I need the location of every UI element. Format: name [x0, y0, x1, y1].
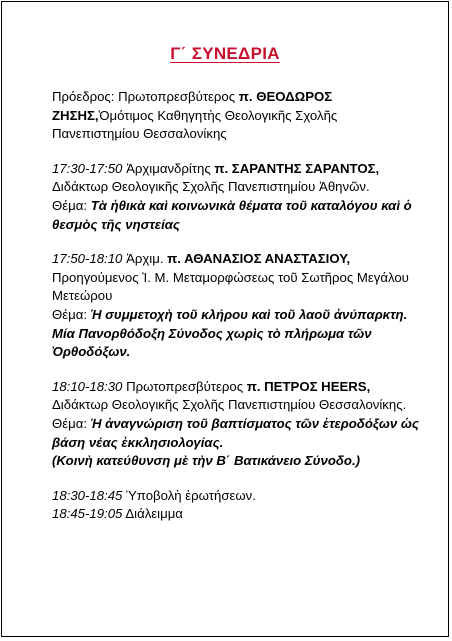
- program-content: [52, 88, 422, 540]
- chair-name: π. ΘΕΟΔΩΡΟΣ ΖΗΣΗΣ,: [52, 89, 333, 123]
- schedule-time: 18:30-18:45: [52, 487, 123, 503]
- chair-line: [52, 88, 422, 144]
- talk-theme: Ἡ συμμετοχὴ τοῦ κλήρου καὶ τοῦ λαοῦ ἀνύπαρκτη. Μία Πανορθόδοξη Σύνοδος χωρὶς τὸ πλήρωμα τῶν Ὀρθοδόξων.: [52, 306, 408, 360]
- talk-time: 18:10-18:30: [52, 378, 123, 394]
- talk-speaker-title: Ἀρχιμ.: [122, 251, 168, 267]
- chair-block: [52, 88, 422, 144]
- talk-theme-label: Θέμα:: [52, 197, 91, 213]
- talk-theme-label: Θέμα:: [52, 306, 91, 322]
- talk-speaker-line: [52, 378, 422, 397]
- talk-theme: Ἡ ἀναγνώριση τοῦ βαπτίσματος τῶν ἑτεροδόξων ὡς βάση νέας ἐκκλησιολογίας.: [52, 415, 419, 450]
- talk-speaker-name: π. ΑΘΑΝΑΣΙΟΣ ΑΝΑΣΤΑΣΙΟΥ,: [167, 251, 351, 267]
- talk-speaker-title: Πρωτοπρεσβύτερος: [122, 378, 247, 394]
- schedule-text: Ὑποβολὴ ἐρωτήσεων.: [122, 487, 256, 503]
- chair-affiliation: Ὁμότιμος Καθηγητὴς Θεολογικῆς Σχολῆς Πανεπιστημίου Θεσσαλονίκης: [52, 107, 338, 142]
- talk-note: (Κοινὴ κατεύθυνση μὲ τὴν Β΄ Βατικάνειο Σύνοδο.): [52, 453, 361, 469]
- talk-speaker-name: π. ΠΕΤΡΟΣ HEERS,: [246, 378, 371, 394]
- talk-affiliation: Προηγούμενος Ἱ. Μ. Μεταμορφώσεως τοῦ Σωτῆρος Μεγάλου Μετεώρου: [52, 269, 409, 304]
- schedule-block: [52, 487, 422, 524]
- schedule-time: 18:45-19:05: [52, 506, 123, 522]
- talk-theme-line: [52, 415, 422, 452]
- session-title: Γ΄ ΣΥΝΕΔΡΙΑ: [170, 44, 280, 63]
- schedule-item: [52, 505, 422, 524]
- talk-item: [52, 250, 422, 362]
- talk-theme: Τὰ ἠθικὰ καὶ κοινωνικὰ θέματα τοῦ καταλόγου καὶ ὁ θεσμὸς τῆς νηστείας: [52, 197, 412, 232]
- talk-time: 17:30-17:50: [52, 160, 123, 176]
- talk-speaker-line: [52, 160, 422, 179]
- schedule-item: [52, 487, 422, 506]
- talk-item: [52, 160, 422, 234]
- talk-theme-line: [52, 197, 422, 234]
- talk-speaker-title: Ἀρχιμανδρίτης: [122, 160, 215, 176]
- talk-item: [52, 378, 422, 471]
- talk-theme-line: [52, 306, 422, 362]
- talk-time: 17:50-18:10: [52, 251, 123, 267]
- document-page: [1, 1, 449, 637]
- chair-role: Πρόεδρος: Πρωτοπρεσβύτερος: [52, 89, 239, 104]
- talk-affiliation: Διδάκτωρ Θεολογικῆς Σχολῆς Πανεπιστημίου Ἀθηνῶν.: [52, 179, 370, 195]
- schedule-text: Διάλειμμα: [122, 506, 183, 522]
- talk-speaker-line: [52, 250, 422, 269]
- talk-affiliation: Διδάκτωρ Θεολογικῆς Σχολῆς Πανεπιστημίου Θεσσαλονίκης.: [52, 397, 407, 413]
- talk-speaker-name: π. ΣΑΡΑΝΤΗΣ ΣΑΡΑΝΤΟΣ,: [214, 160, 380, 176]
- talk-theme-label: Θέμα:: [52, 415, 91, 431]
